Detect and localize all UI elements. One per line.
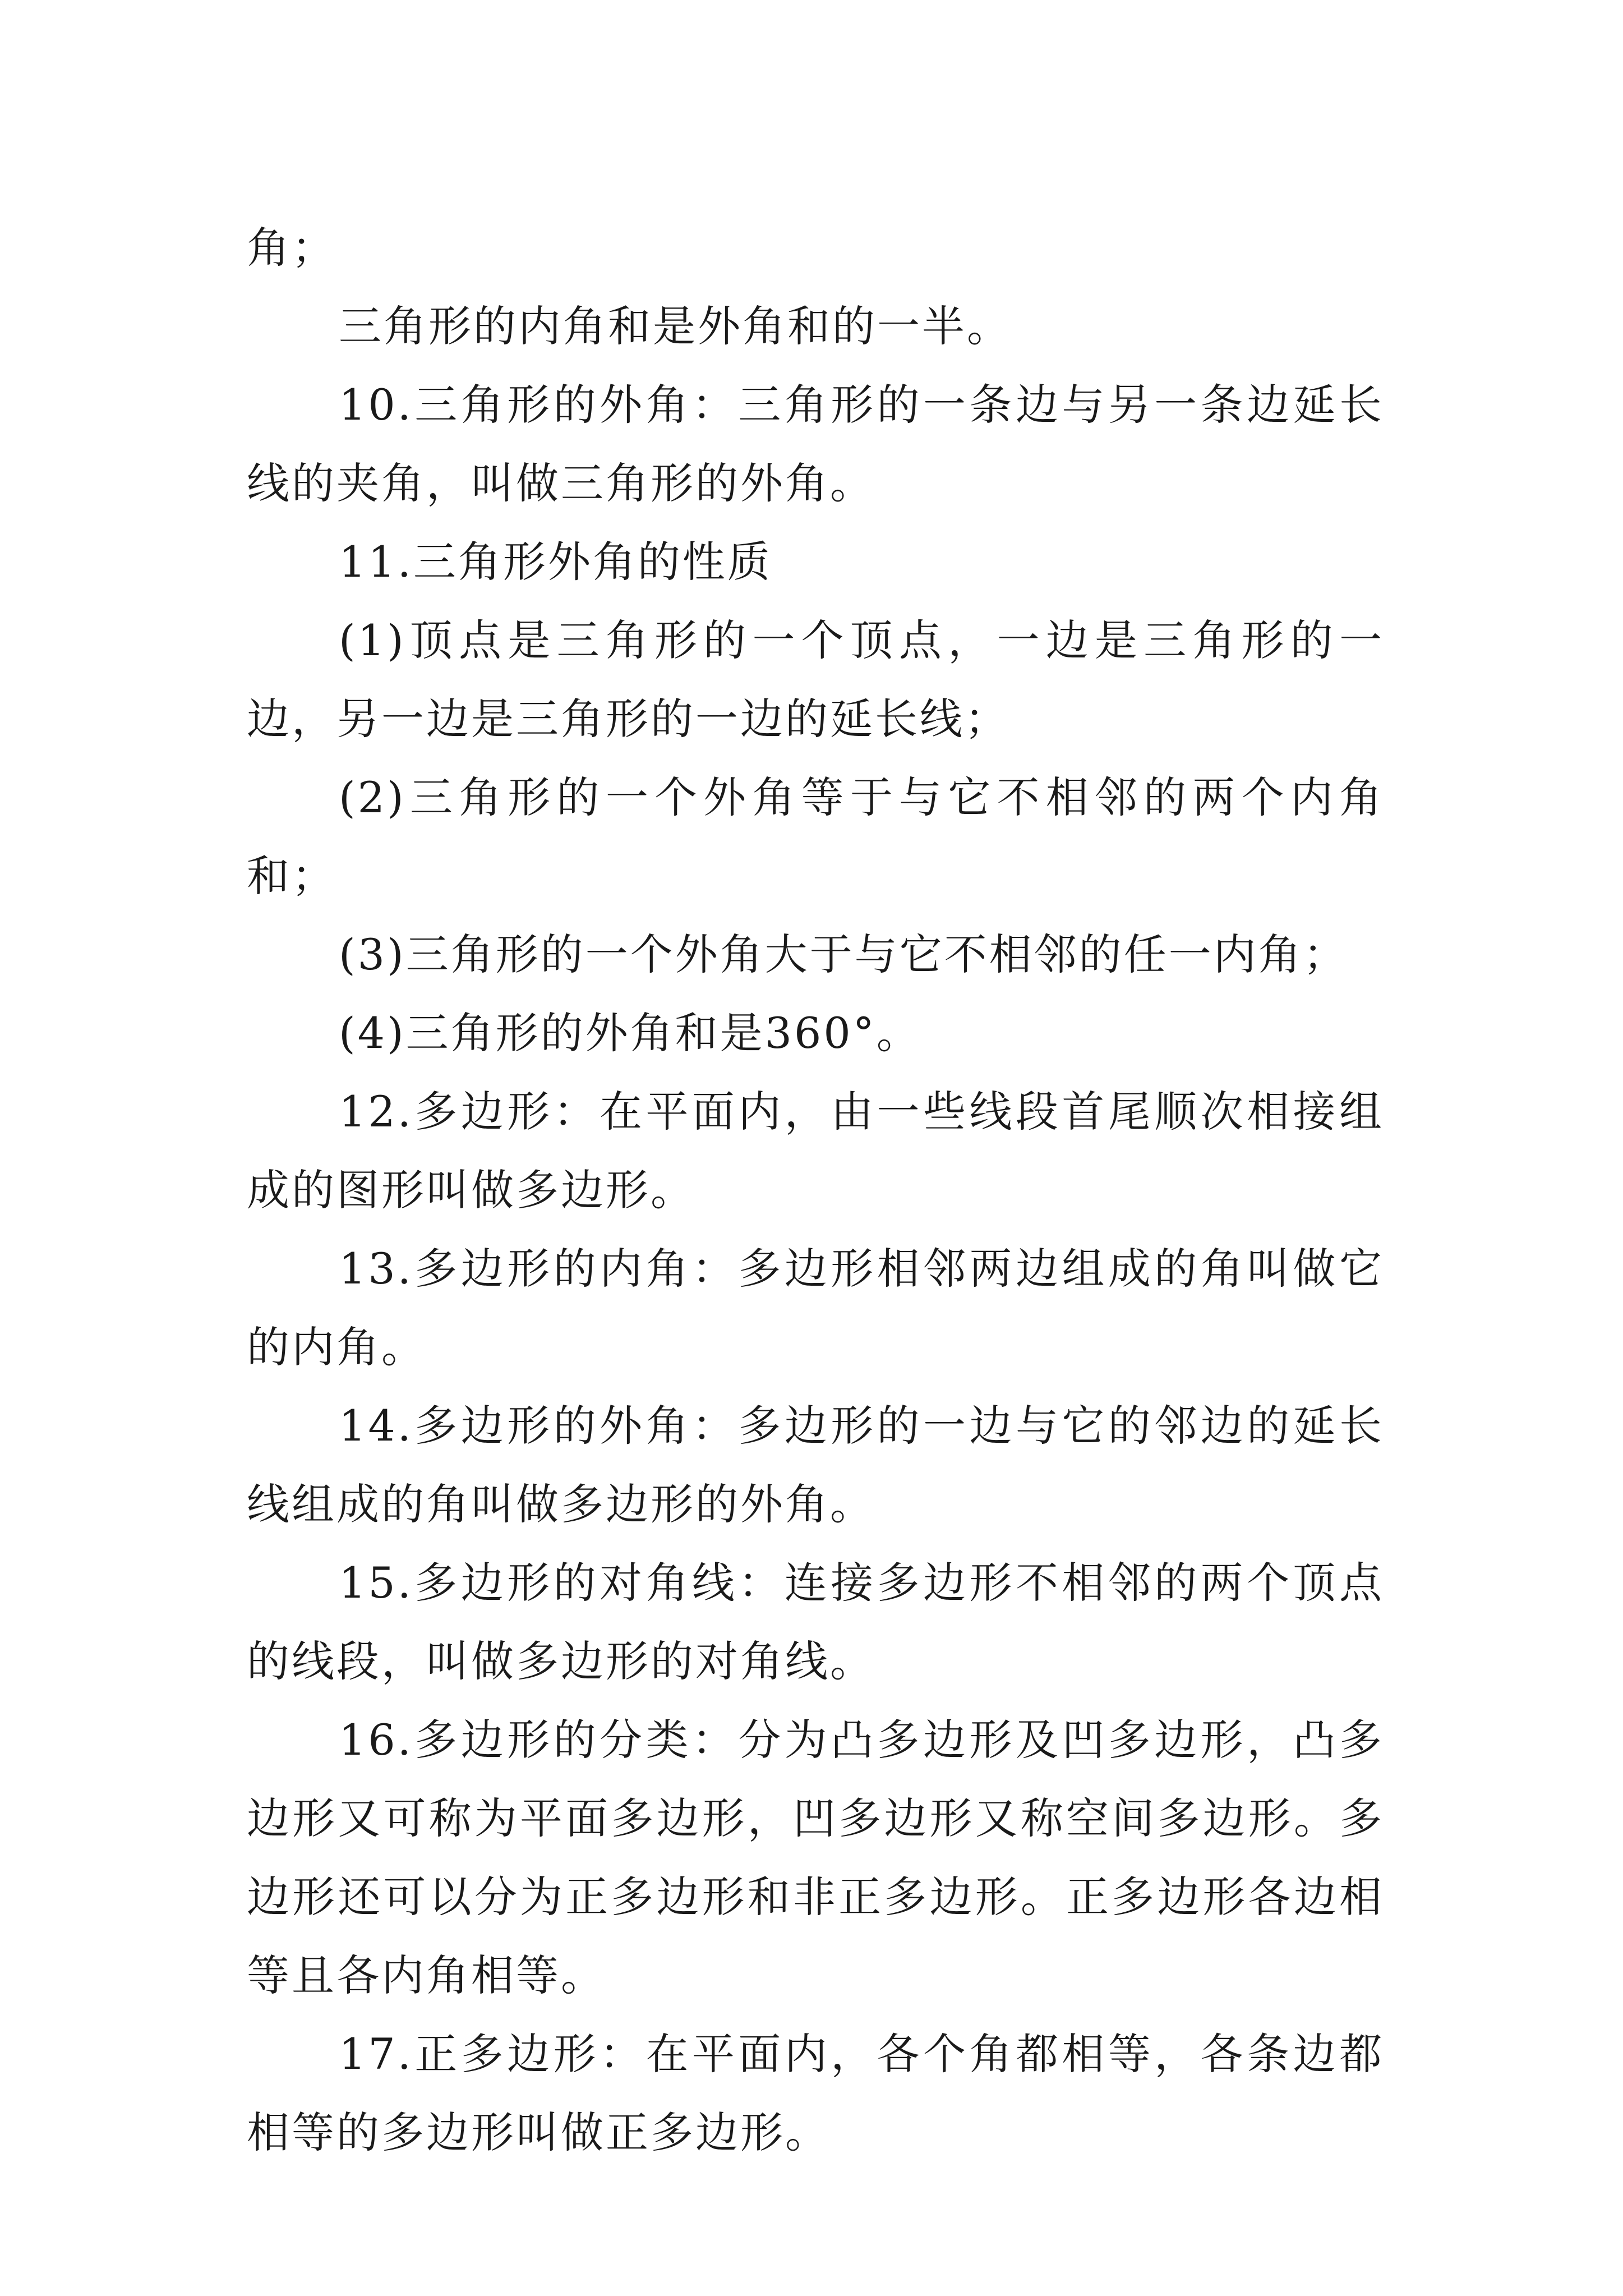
paragraph-item-10: 10.三角形的外角：三角形的一条边与另一条边延长线的夹角，叫做三角形的外角。 xyxy=(247,380,1384,508)
paragraph-item-14: 14.多边形的外角：多边形的一边与它的邻边的延长线组成的角叫做多边形的外角。 xyxy=(247,1401,1384,1529)
paragraph-angle-sum-note: 三角形的内角和是外角和的一半。 xyxy=(339,301,1012,351)
paragraph-item-13: 13.多边形的内角：多边形相邻两边组成的角叫做它的内角。 xyxy=(247,1244,1384,1372)
document-body xyxy=(247,209,1384,2172)
paragraph-item-17: 17.正多边形：在平面内，各个角都相等，各条边都相等的多边形叫做正多边形。 xyxy=(247,2029,1384,2157)
paragraph-item-11-sub-2: (2)三角形的一个外角等于与它不相邻的两个内角和； xyxy=(247,772,1384,901)
paragraph-item-11-sub-1: (1)顶点是三角形的一个顶点，一边是三角形的一边，另一边是三角形的一边的延长线； xyxy=(247,615,1384,744)
paragraph-item-12: 12.多边形：在平面内，由一些线段首尾顺次相接组成的图形叫做多边形。 xyxy=(247,1087,1384,1215)
paragraph-item-11: 11.三角形外角的性质 xyxy=(339,537,772,587)
paragraph-item-15: 15.多边形的对角线：连接多边形不相邻的两个顶点的线段，叫做多边形的对角线。 xyxy=(247,1558,1384,1686)
paragraph-continuation: 角； xyxy=(247,223,336,273)
paragraph-item-16: 16.多边形的分类：分为凸多边形及凹多边形，凸多边形又可称为平面多边形，凹多边形又称空间多边形。多边形还可以分为正多边形和非正多边形。正多边形各边相等且各内角相等。 xyxy=(247,1715,1384,2000)
paragraph-item-11-sub-4: (4)三角形的外角和是360°。 xyxy=(339,1008,921,1058)
paragraph-item-11-sub-3: (3)三角形的一个外角大于与它不相邻的任一内角； xyxy=(339,930,1348,979)
